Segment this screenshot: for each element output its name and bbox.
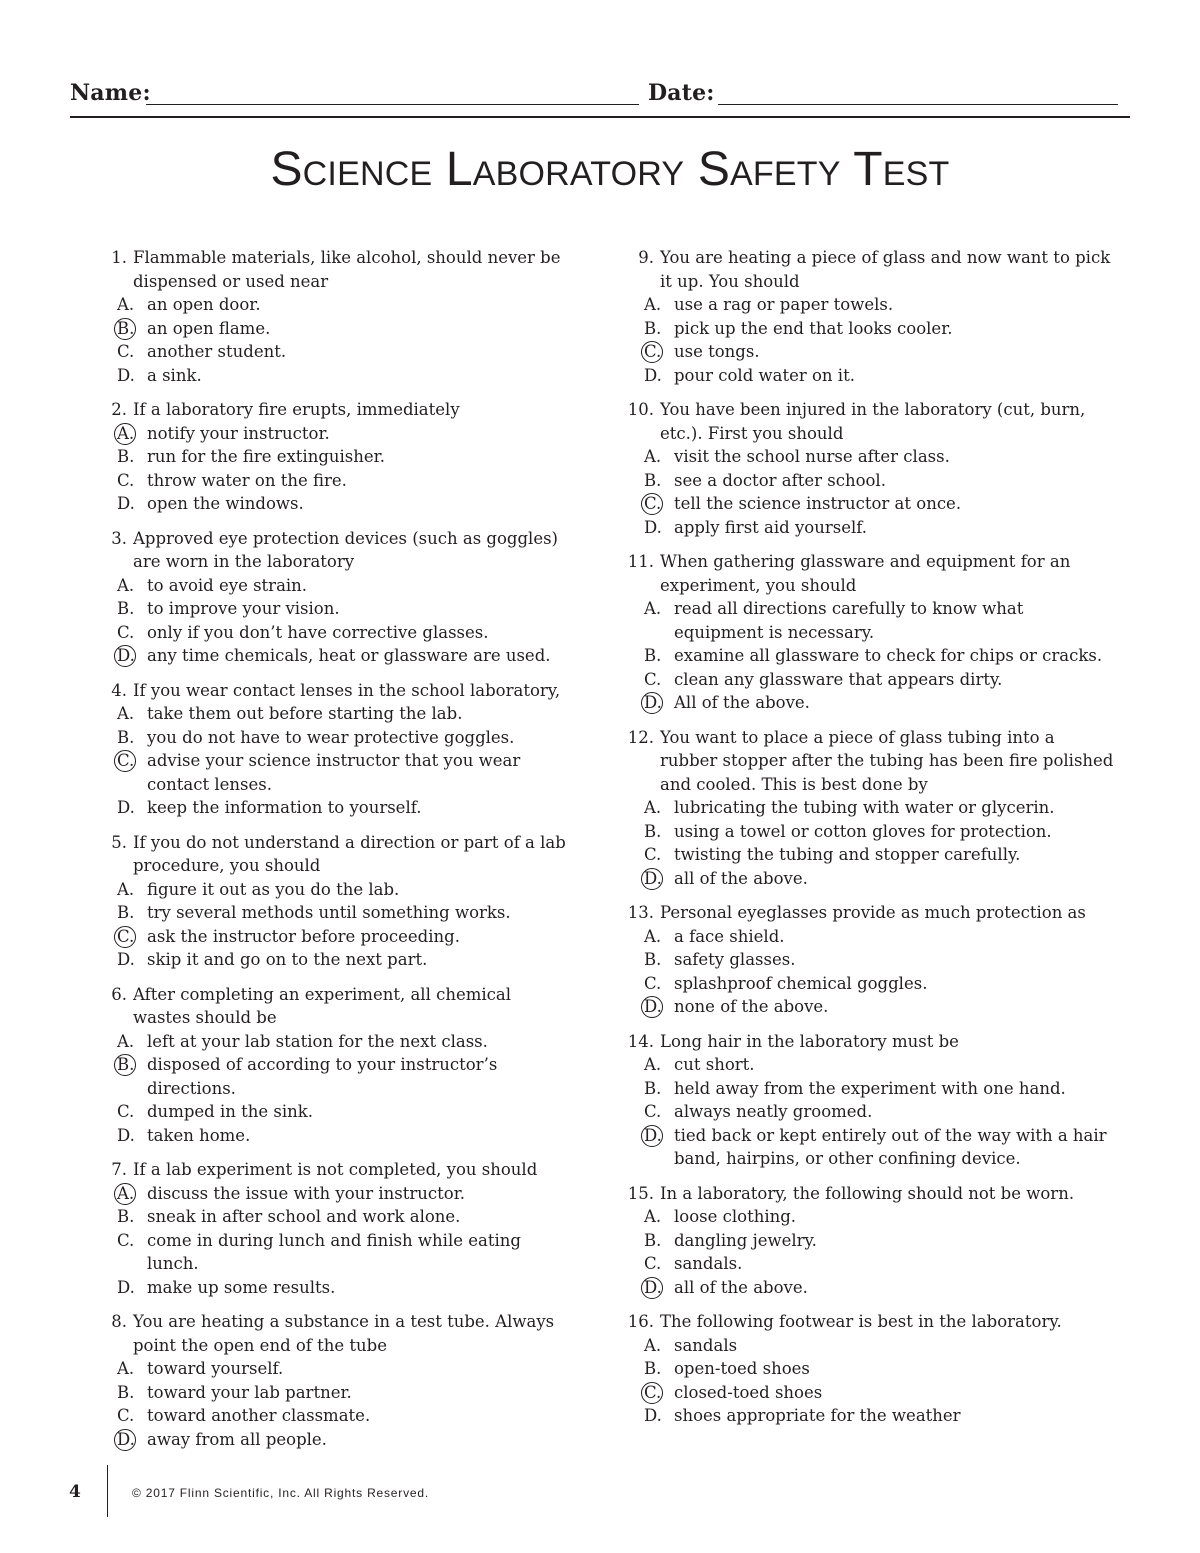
answer-option-circled <box>117 749 567 796</box>
option-letter: C. <box>644 1102 662 1121</box>
option-text: clean any glassware that appears dirty. <box>674 669 1003 689</box>
option-text: pick up the end that looks cooler. <box>674 318 953 338</box>
question <box>97 1310 567 1451</box>
answer-option <box>117 340 567 364</box>
question-number: 4. <box>111 680 127 700</box>
answer-option <box>644 1053 1114 1077</box>
answer-option-circled <box>117 317 567 341</box>
question-text: Flammable materials, like alcohol, should never be dispensed or used near <box>133 248 561 291</box>
answer-option <box>644 1252 1114 1276</box>
answer-option <box>117 364 567 388</box>
option-letter: D. <box>644 867 674 891</box>
answer-option <box>644 668 1114 692</box>
answer-option <box>644 1205 1114 1229</box>
answer-option-circled <box>644 867 1114 891</box>
question-stem <box>624 726 1114 797</box>
question-number: 16. <box>627 1312 654 1331</box>
answer-option <box>644 445 1114 469</box>
option-letter: D. <box>644 365 662 385</box>
option-text: open-toed shoes <box>674 1359 810 1378</box>
question-stem <box>624 246 1114 293</box>
option-text: use a rag or paper towels. <box>674 295 894 314</box>
answer-option-circled <box>117 644 567 668</box>
option-text: notify your instructor. <box>147 423 330 443</box>
option-text: pour cold water on it. <box>674 365 855 385</box>
question <box>97 398 567 516</box>
option-text: keep the information to yourself. <box>147 798 422 817</box>
option-letter: D. <box>644 517 662 537</box>
question-number: 9. <box>638 248 654 267</box>
question-text: When gathering glassware and equipment for an experiment, you should <box>660 552 1071 595</box>
question-text: The following footwear is best in the laboratory. <box>660 1312 1062 1331</box>
question <box>624 246 1114 387</box>
option-letter: B. <box>117 727 135 747</box>
answer-option-circled <box>644 995 1114 1019</box>
question-number: 12. <box>627 727 654 747</box>
option-letter: D. <box>644 1124 674 1171</box>
option-letter: A. <box>117 575 135 595</box>
answer-option <box>117 445 567 469</box>
question <box>97 831 567 972</box>
option-text: all of the above. <box>674 1277 808 1297</box>
answer-option <box>117 597 567 621</box>
answer-option <box>644 843 1114 867</box>
option-letter: B. <box>644 646 662 665</box>
question <box>97 246 567 387</box>
option-letter: D. <box>117 644 147 668</box>
option-letter: A. <box>117 704 135 723</box>
question <box>624 550 1114 715</box>
question-stem <box>97 398 567 422</box>
option-letter: D. <box>644 1406 662 1425</box>
question <box>97 1158 567 1299</box>
header-rule <box>70 116 1130 118</box>
question-text: If a laboratory fire erupts, immediately <box>133 400 460 419</box>
option-text: closed-toed shoes <box>674 1382 823 1402</box>
answer-option-circled <box>644 1381 1114 1405</box>
option-letter: B. <box>644 950 662 969</box>
option-text: always neatly groomed. <box>674 1102 873 1121</box>
answer-option <box>644 820 1114 844</box>
option-text: use tongs. <box>674 342 760 361</box>
option-letter: A. <box>117 295 135 314</box>
question <box>624 398 1114 539</box>
option-letter: B. <box>117 599 135 618</box>
option-letter: C. <box>117 1230 135 1250</box>
option-text: loose clothing. <box>674 1207 797 1226</box>
option-text: an open flame. <box>147 318 271 338</box>
option-text: shoes appropriate for the weather <box>674 1406 961 1425</box>
question-stem <box>97 1310 567 1357</box>
answer-option-circled <box>117 1182 567 1206</box>
option-text: cut short. <box>674 1055 755 1074</box>
option-letter: C. <box>117 749 147 796</box>
option-text: figure it out as you do the lab. <box>147 879 400 899</box>
option-letter: A. <box>117 1182 147 1206</box>
option-text: safety glasses. <box>674 950 796 969</box>
option-letter: B. <box>644 1078 662 1098</box>
question-stem <box>624 550 1114 597</box>
question-text: Long hair in the laboratory must be <box>660 1031 959 1051</box>
option-letter: A. <box>644 1055 662 1074</box>
option-letter: C. <box>117 342 135 361</box>
option-letter: C. <box>644 973 662 993</box>
option-text: throw water on the fire. <box>147 470 347 490</box>
answer-option <box>644 1229 1114 1253</box>
option-letter: C. <box>117 1102 135 1121</box>
answer-option <box>117 1404 567 1428</box>
answer-option <box>117 1100 567 1124</box>
question-text: You are heating a piece of glass and now want to pick it up. You should <box>660 248 1111 291</box>
option-letter: D. <box>644 1276 674 1300</box>
answer-option <box>644 1100 1114 1124</box>
option-letter: D. <box>117 1428 147 1452</box>
question-text: If you wear contact lenses in the school laboratory, <box>133 680 561 700</box>
option-letter: A. <box>117 1359 135 1378</box>
answer-option <box>644 1334 1114 1358</box>
answer-option <box>117 1276 567 1300</box>
option-text: skip it and go on to the next part. <box>147 950 428 969</box>
answer-option-circled <box>117 925 567 949</box>
answer-option <box>644 796 1114 820</box>
question <box>624 901 1114 1019</box>
option-letter: B. <box>644 470 662 490</box>
answer-option <box>117 293 567 317</box>
option-letter: D. <box>117 950 135 969</box>
option-text: taken home. <box>147 1125 251 1145</box>
answer-option <box>644 644 1114 668</box>
answer-option <box>644 469 1114 493</box>
option-text: twisting the tubing and stopper carefully. <box>674 845 1021 864</box>
option-text: disposed of according to your instructor’s directions. <box>147 1055 498 1098</box>
option-letter: B. <box>117 447 135 466</box>
question-number: 5. <box>111 832 127 852</box>
question-text: Approved eye protection devices (such as goggles) are worn in the laboratory <box>133 528 558 571</box>
option-letter: D. <box>117 1125 135 1145</box>
option-letter: C. <box>644 492 674 516</box>
answer-option-circled <box>117 422 567 446</box>
option-text: a sink. <box>147 365 202 385</box>
option-text: sandals. <box>674 1254 743 1273</box>
option-text: toward your lab partner. <box>147 1382 352 1402</box>
page-number: 4 <box>69 1482 81 1502</box>
question-stem <box>624 398 1114 445</box>
question <box>624 726 1114 891</box>
question-text: Personal eyeglasses provide as much protection as <box>660 903 1086 922</box>
option-letter: A. <box>117 1031 135 1051</box>
question <box>97 679 567 820</box>
question-stem <box>97 831 567 878</box>
option-text: open the windows. <box>147 494 304 513</box>
question-text: You have been injured in the laboratory (cut, burn, etc.). First you should <box>660 400 1086 443</box>
option-letter: A. <box>644 926 662 946</box>
option-text: dangling jewelry. <box>674 1230 817 1250</box>
option-letter: B. <box>117 317 147 341</box>
option-letter: B. <box>117 903 135 922</box>
footer-divider <box>107 1465 108 1517</box>
option-text: dumped in the sink. <box>147 1102 313 1121</box>
question-text: After completing an experiment, all chemical wastes should be <box>133 984 512 1027</box>
option-letter: B. <box>117 1382 135 1402</box>
answer-option <box>117 574 567 598</box>
left-column <box>97 246 567 1462</box>
question-stem <box>624 901 1114 925</box>
option-text: to avoid eye strain. <box>147 575 308 595</box>
option-text: visit the school nurse after class. <box>674 447 950 466</box>
date-label: Date: <box>648 80 715 106</box>
answer-option <box>644 317 1114 341</box>
option-text: advise your science instructor that you wear contact lenses. <box>147 751 521 794</box>
option-text: toward another classmate. <box>147 1406 371 1425</box>
page-title: Science Laboratory Safety Test <box>270 143 950 196</box>
question-number: 2. <box>111 400 127 419</box>
question <box>624 1030 1114 1171</box>
answer-option <box>117 1124 567 1148</box>
option-text: sandals <box>674 1335 738 1355</box>
question <box>97 983 567 1148</box>
answer-option <box>117 1381 567 1405</box>
option-letter: C. <box>117 1406 135 1425</box>
option-text: held away from the experiment with one hand. <box>674 1078 1066 1098</box>
option-text: another student. <box>147 342 287 361</box>
option-letter: A. <box>117 879 135 899</box>
answer-option <box>117 621 567 645</box>
option-letter: C. <box>644 1254 662 1273</box>
option-letter: D. <box>644 691 674 715</box>
question-text: If a lab experiment is not completed, you should <box>133 1160 538 1179</box>
answer-option <box>117 1357 567 1381</box>
answer-option <box>117 1229 567 1276</box>
option-text: splashproof chemical goggles. <box>674 973 928 993</box>
copyright: © 2017 Flinn Scientific, Inc. All Rights Reserved. <box>132 1486 429 1500</box>
name-label: Name: <box>70 80 151 106</box>
option-text: toward yourself. <box>147 1359 284 1378</box>
answer-option-circled <box>644 1124 1114 1171</box>
answer-option <box>644 597 1114 644</box>
question-text: If you do not understand a direction or part of a lab procedure, you should <box>133 832 566 875</box>
question-number: 14. <box>627 1031 654 1051</box>
option-letter: B. <box>117 1207 135 1226</box>
answer-option <box>117 702 567 726</box>
option-text: come in during lunch and finish while eating lunch. <box>147 1230 521 1273</box>
option-text: any time chemicals, heat or glassware are used. <box>147 646 551 665</box>
question-number: 6. <box>111 984 127 1004</box>
answer-option <box>117 469 567 493</box>
option-text: an open door. <box>147 295 261 314</box>
name-line <box>146 104 639 105</box>
option-text: make up some results. <box>147 1277 336 1297</box>
option-text: none of the above. <box>674 997 829 1016</box>
answer-option <box>644 1077 1114 1101</box>
option-letter: C. <box>117 622 135 642</box>
option-text: away from all people. <box>147 1429 327 1449</box>
option-text: discuss the issue with your instructor. <box>147 1183 466 1203</box>
option-text: lubricating the tubing with water or glycerin. <box>674 798 1055 817</box>
question-number: 13. <box>627 903 654 922</box>
option-letter: D. <box>644 995 674 1019</box>
question-text: You want to place a piece of glass tubing into a rubber stopper after the tubing has been fire polished and cooled. This is best done by <box>660 727 1114 794</box>
question <box>97 527 567 668</box>
answer-option-circled <box>644 691 1114 715</box>
question-stem <box>97 246 567 293</box>
question-number: 8. <box>111 1312 127 1331</box>
header <box>70 80 1130 116</box>
answer-option <box>117 901 567 925</box>
answer-option <box>117 492 567 516</box>
option-letter: C. <box>644 845 662 864</box>
answer-option <box>644 516 1114 540</box>
option-text: All of the above. <box>674 693 810 712</box>
question-number: 1. <box>111 248 127 267</box>
answer-option <box>644 1357 1114 1381</box>
question-number: 11. <box>627 552 654 571</box>
answer-option-circled <box>117 1428 567 1452</box>
answer-option <box>644 1404 1114 1428</box>
question <box>624 1182 1114 1300</box>
question-number: 10. <box>627 400 654 419</box>
option-letter: B. <box>644 1230 662 1250</box>
question-stem <box>624 1310 1114 1334</box>
option-text: you do not have to wear protective goggles. <box>147 727 515 747</box>
option-letter: C. <box>644 669 662 689</box>
question-number: 3. <box>111 528 127 548</box>
answer-option <box>117 1205 567 1229</box>
answer-option-circled <box>644 340 1114 364</box>
option-letter: A. <box>117 422 147 446</box>
option-letter: B. <box>644 1359 662 1378</box>
option-text: left at your lab station for the next class. <box>147 1031 488 1051</box>
option-letter: A. <box>644 798 662 817</box>
answer-option-circled <box>117 1053 567 1100</box>
answer-option <box>117 796 567 820</box>
option-text: tell the science instructor at once. <box>674 494 962 513</box>
question-text: You are heating a substance in a test tube. Always point the open end of the tube <box>133 1312 555 1355</box>
question-stem <box>624 1030 1114 1054</box>
option-text: a face shield. <box>674 926 785 946</box>
option-letter: A. <box>644 295 662 314</box>
option-letter: D. <box>117 798 135 817</box>
answer-option <box>644 972 1114 996</box>
answer-option <box>117 1030 567 1054</box>
answer-option <box>117 726 567 750</box>
option-letter: C. <box>644 1381 674 1405</box>
answer-option <box>644 364 1114 388</box>
option-letter: C. <box>117 925 147 949</box>
question-stem <box>97 983 567 1030</box>
answer-option <box>117 878 567 902</box>
option-text: try several methods until something works. <box>147 903 511 922</box>
option-letter: B. <box>644 821 662 841</box>
option-text: only if you don’t have corrective glasses. <box>147 622 489 642</box>
option-letter: D. <box>117 365 135 385</box>
option-text: ask the instructor before proceeding. <box>147 926 460 946</box>
option-letter: A. <box>644 447 662 466</box>
question-text: In a laboratory, the following should not be worn. <box>660 1183 1075 1203</box>
option-letter: D. <box>117 494 135 513</box>
question-stem <box>97 1158 567 1182</box>
question-stem <box>624 1182 1114 1206</box>
option-letter: A. <box>644 1207 662 1226</box>
option-letter: A. <box>644 599 662 618</box>
option-letter: D. <box>117 1277 135 1297</box>
answer-option <box>644 948 1114 972</box>
option-letter: A. <box>644 1335 662 1355</box>
question-stem <box>97 679 567 703</box>
option-text: examine all glassware to check for chips or cracks. <box>674 646 1103 665</box>
option-text: tied back or kept entirely out of the way with a hair band, hairpins, or other confining device. <box>674 1125 1107 1168</box>
answer-option <box>644 293 1114 317</box>
option-letter: C. <box>644 340 674 364</box>
question-stem <box>97 527 567 574</box>
option-text: all of the above. <box>674 868 808 888</box>
option-text: to improve your vision. <box>147 599 340 618</box>
question-number: 15. <box>627 1183 654 1203</box>
answer-option <box>644 925 1114 949</box>
date-line <box>718 104 1118 105</box>
answer-option <box>117 948 567 972</box>
option-text: run for the fire extinguisher. <box>147 447 385 466</box>
option-letter: B. <box>644 318 662 338</box>
right-column <box>624 246 1114 1439</box>
option-text: take them out before starting the lab. <box>147 704 463 723</box>
option-text: read all directions carefully to know what equipment is necessary. <box>674 599 1024 642</box>
option-text: apply first aid yourself. <box>674 517 868 537</box>
option-text: see a doctor after school. <box>674 470 886 490</box>
option-text: using a towel or cotton gloves for protection. <box>674 821 1052 841</box>
question-number: 7. <box>111 1160 127 1179</box>
option-letter: C. <box>117 470 135 490</box>
option-letter: B. <box>117 1053 147 1100</box>
answer-option-circled <box>644 492 1114 516</box>
option-text: sneak in after school and work alone. <box>147 1207 461 1226</box>
question <box>624 1310 1114 1428</box>
answer-option-circled <box>644 1276 1114 1300</box>
